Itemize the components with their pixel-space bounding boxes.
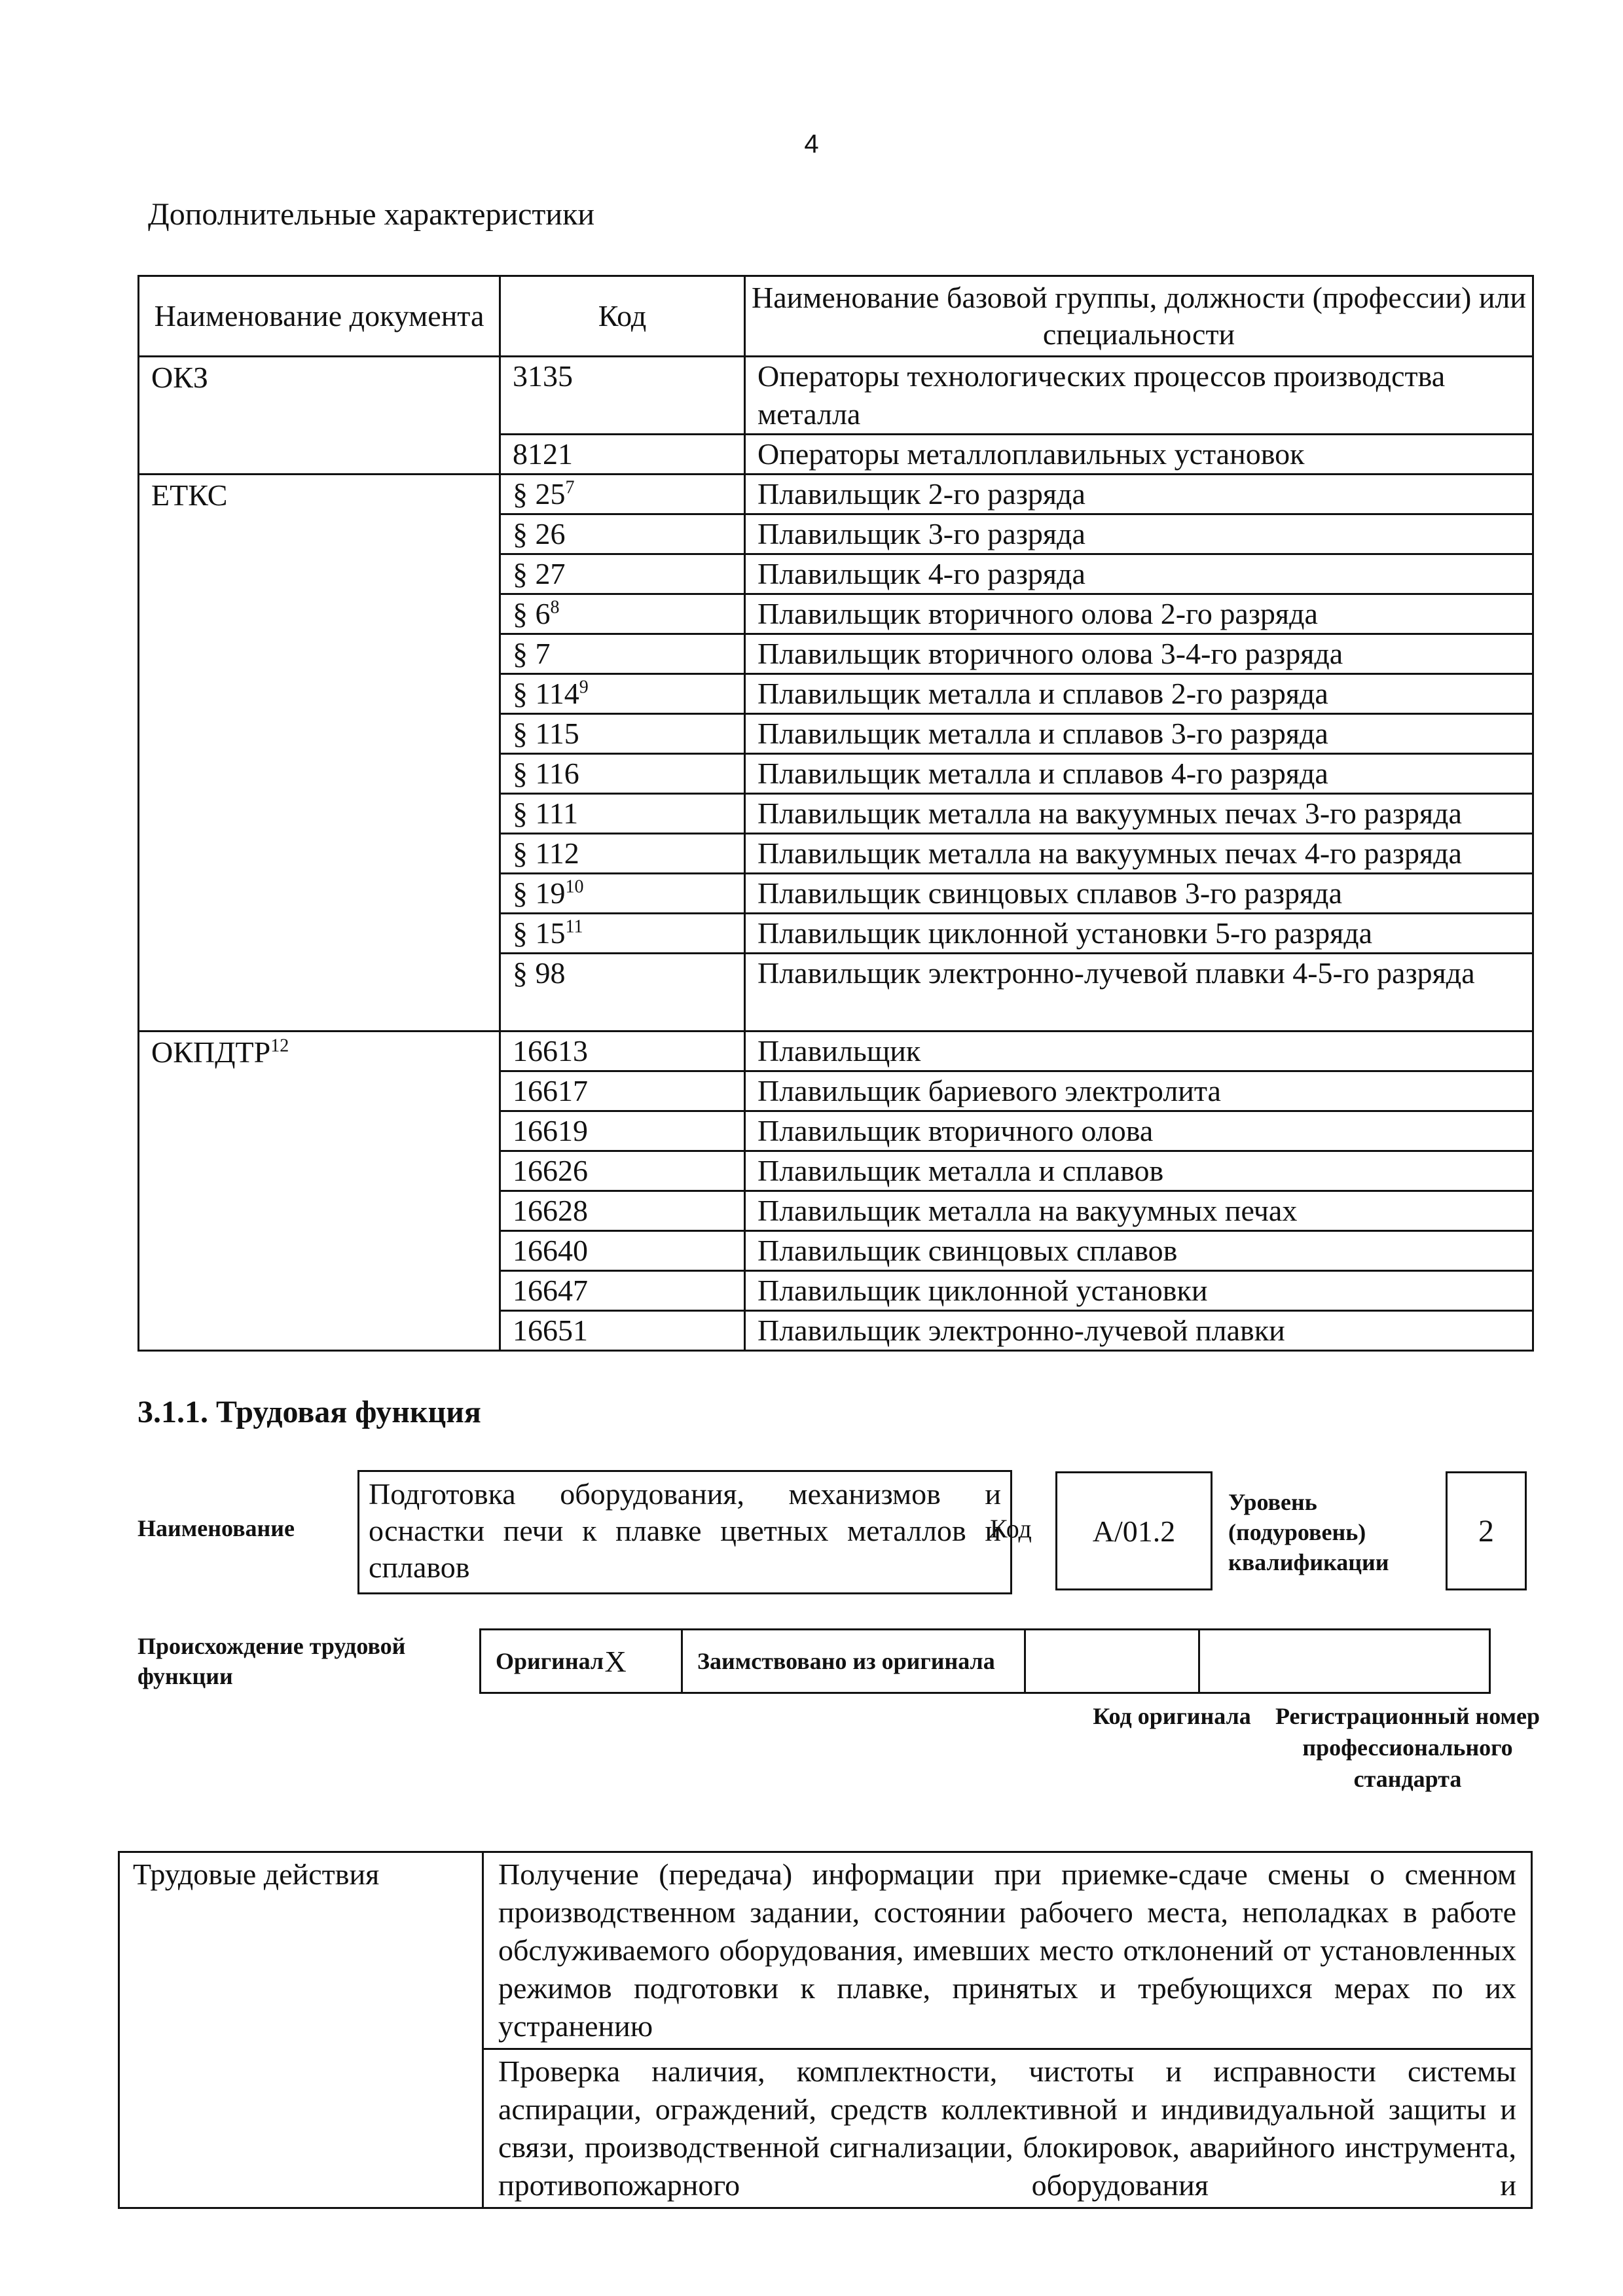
title-cell: Плавильщик вторичного олова 3-4-го разряда [745,634,1533,674]
table-row [139,357,1533,435]
header-group-name: Наименование базовой группы, должности (профессии) или специальности [745,276,1533,357]
origin-table [479,1628,1491,1694]
title-cell: Плавильщик вторичного олова 2-го разряда [745,594,1533,634]
code-value: 16647 [513,1274,588,1307]
table-row [139,475,1533,514]
code-cell [500,514,745,554]
header-doc-name: Наименование документа [139,276,500,357]
code-cell [500,1031,745,1071]
code-cell [500,1311,745,1351]
title-cell: Плавильщик свинцовых сплавов 3-го разряда [745,874,1533,914]
code-value: 16617 [513,1074,588,1107]
code-value: § 115 [513,717,579,750]
code-value: § 15 [513,916,566,950]
title-cell: Плавильщик электронно-лучевой плавки [745,1311,1533,1351]
function-name-value: Подготовка оборудования, механизмов и оснастки печи к плавке цветных металлов и сплавов [357,1470,1012,1594]
doc-name: ОКЗ [151,361,208,394]
registration-number-caption: Регистрационный номер профессионального стандарта [1275,1703,1541,1792]
title-cell: Операторы металлоплавильных установок [745,435,1533,475]
code-cell [500,1231,745,1271]
title-cell: Плавильщик циклонной установки 5-го разряда [745,914,1533,954]
function-origin-label: Происхождение трудовой функции [137,1633,406,1689]
labor-action-item: Получение (передача) информации при приемке-сдаче смены о сменном производственном задании, состоянии рабочего места, неполадках в работе обслуживаемого оборудования, имевших место отклонений от установленных режимов подготовки к плавке, принятых и требующихся мерах по их устранению [483,1852,1532,2049]
title-cell: Плавильщик [745,1031,1533,1071]
function-code-label: Код [990,1514,1032,1543]
code-value: § 111 [513,797,579,830]
original-mark: X [605,1630,682,1693]
code-value: § 116 [513,757,579,790]
title-cell: Плавильщик 4-го разряда [745,554,1533,594]
title-cell: Плавильщик циклонной установки [745,1271,1533,1311]
doc-name-cell [139,475,500,1031]
code-cell [500,954,745,1031]
code-cell [500,1151,745,1191]
code-cell [500,754,745,794]
code-value: 16628 [513,1194,588,1227]
code-cell [500,1271,745,1311]
page-number: 4 [804,130,819,158]
footnote-marker: 11 [565,916,583,937]
doc-name: ОКПДТР [151,1035,271,1069]
labor-action-item: Проверка наличия, комплектности, чистоты и исправности системы аспирации, ограждений, средств коллективной и индивидуальной защиты и связи, производственной сигнализации, блокировок, аварийного инструмента, противопожарного оборудования и [483,2049,1532,2208]
code-value: 16651 [513,1314,588,1347]
footnote-marker: 9 [579,677,589,698]
doc-name: ЕТКС [151,478,228,512]
original-code-caption: Код оригинала [1093,1703,1251,1729]
function-name-label: Наименование [137,1515,295,1541]
title-cell: Плавильщик металла на вакуумных печах 4-го разряда [745,834,1533,874]
code-cell [500,1111,745,1151]
title-cell: Плавильщик свинцовых сплавов [745,1231,1533,1271]
labor-actions-label: Трудовые действия [119,1852,483,2208]
original-code-cell [1025,1630,1199,1693]
code-cell [500,594,745,634]
title-cell: Операторы технологических процессов производства металла [745,357,1533,435]
table-row [139,1031,1533,1071]
code-value: § 7 [513,637,551,670]
function-code-value: А/01.2 [1055,1471,1213,1590]
code-value: § 114 [513,677,579,710]
code-value: 16613 [513,1034,588,1067]
code-cell [500,794,745,834]
footnote-marker: 10 [565,876,584,897]
title-cell: Плавильщик 2-го разряда [745,475,1533,514]
code-value: § 19 [513,876,566,910]
code-value: 16619 [513,1114,588,1147]
section-heading: Дополнительные характеристики [148,197,595,232]
code-value: § 26 [513,517,566,550]
qualification-level-value: 2 [1446,1471,1527,1590]
code-cell [500,554,745,594]
code-value: § 98 [513,956,566,990]
doc-name-cell [139,357,500,475]
title-cell: Плавильщик металла и сплавов [745,1151,1533,1191]
footnote-marker: 12 [270,1035,289,1056]
code-cell [500,874,745,914]
header-code: Код [500,276,745,357]
code-value: 3135 [513,359,573,393]
footnote-marker: 8 [550,597,560,618]
code-cell [500,357,745,435]
code-value: § 6 [513,597,551,630]
title-cell: Плавильщик вторичного олова [745,1111,1533,1151]
title-cell: Плавильщик 3-го разряда [745,514,1533,554]
labor-function-heading: 3.1.1. Трудовая функция [137,1395,481,1429]
doc-name-cell [139,1031,500,1351]
title-cell: Плавильщик бариевого электролита [745,1071,1533,1111]
characteristics-table [137,275,1534,1352]
labor-actions-table [118,1851,1533,2209]
code-value: § 25 [513,477,566,511]
title-cell: Плавильщик металла и сплавов 4-го разряда [745,754,1533,794]
code-cell [500,475,745,514]
registration-number-cell [1199,1630,1490,1693]
code-cell [500,834,745,874]
code-cell [500,674,745,714]
code-cell [500,634,745,674]
title-cell: Плавильщик металла на вакуумных печах 3-го разряда [745,794,1533,834]
code-cell [500,1191,745,1231]
borrowed-label: Заимствовано из оригинала [682,1630,1025,1693]
title-cell: Плавильщик электронно-лучевой плавки 4-5-го разряда [745,954,1533,1031]
code-cell [500,435,745,475]
title-cell: Плавильщик металла и сплавов 3-го разряда [745,714,1533,754]
qualification-level-label: Уровень (подуровень) квалификации [1228,1489,1389,1575]
code-value: § 27 [513,557,566,590]
code-cell [500,914,745,954]
code-value: 16640 [513,1234,588,1267]
code-value: § 112 [513,836,579,870]
original-label: Оригинал [481,1630,605,1693]
code-value: 16626 [513,1154,588,1187]
title-cell: Плавильщик металла и сплавов 2-го разряда [745,674,1533,714]
code-cell [500,714,745,754]
code-cell [500,1071,745,1111]
footnote-marker: 7 [565,477,575,498]
code-value: 8121 [513,437,573,471]
title-cell: Плавильщик металла на вакуумных печах [745,1191,1533,1231]
